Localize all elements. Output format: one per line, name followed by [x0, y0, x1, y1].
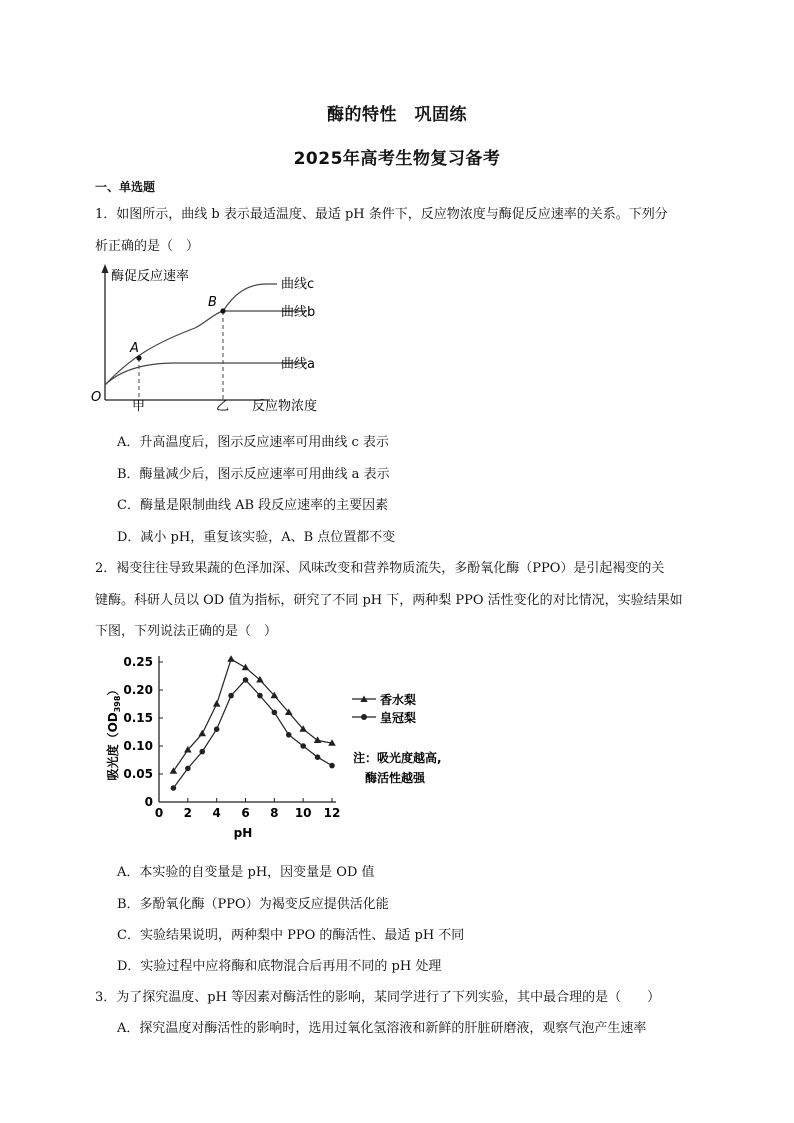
q2-x-tick-label: 4: [212, 806, 221, 820]
q1-tick-yi: 乙: [216, 399, 230, 414]
page-subtitle: 2025年高考生物复习备考: [293, 149, 501, 169]
q2-ylabel: 吸光度$(OD_{398})$: [106, 683, 122, 781]
q2-y-tick-label: 0.25: [123, 655, 153, 669]
q2-legend-label-1: 香水梨: [380, 693, 417, 707]
q1-y-arrow: [102, 264, 109, 273]
q1-curve-a: [105, 363, 307, 385]
q2-point-circle: [286, 732, 292, 738]
q1-option-d: D．减小 pH，重复该实验，A、B 点位置都不变: [117, 530, 396, 545]
q1-figure: [85, 260, 345, 420]
q2-legend-label-2: 皇冠梨: [380, 711, 417, 725]
q2-point-circle: [228, 693, 234, 699]
q2-x-tick-label: 2: [183, 806, 193, 820]
q2-option-c: C．实验结果说明，两种梨中 PPO 的酶活性、最适 pH 不同: [117, 928, 465, 943]
q2-note-line2: 酶活性越强: [365, 771, 426, 785]
q2-point-circle: [315, 754, 321, 760]
q1-xlabel: 反应物浓度: [252, 399, 318, 414]
q1-curve-c: [223, 284, 277, 311]
q1-label-b: B: [208, 295, 217, 310]
q2-point-circle: [243, 677, 249, 683]
q1-stem-line1: 1．如图所示，曲线 b 表示最适温度、最适 pH 条件下，反应物浓度与酶促反应速率的关系。下列分: [95, 207, 668, 222]
q3-option-a: A．探究温度对酶活性的影响时，选用过氧化氢溶液和新鲜的肝脏研磨液，观察气泡产生速率: [117, 1021, 647, 1036]
q2-x-tick-label: 6: [241, 806, 250, 820]
q1-point-a: [136, 355, 141, 360]
q1-tick-jia: 甲: [132, 399, 146, 414]
q2-point-triangle: [242, 664, 250, 671]
q2-point-triangle: [198, 730, 206, 737]
q2-point-circle: [214, 726, 220, 732]
q1-label-a: A: [130, 341, 139, 356]
q2-note-line1: 注：吸光度越高,: [353, 751, 442, 765]
q2-xlabel: pH: [233, 826, 253, 840]
q2-point-circle: [300, 743, 306, 749]
q1-origin-label: O: [91, 390, 102, 405]
q2-series-line-1: [173, 659, 332, 771]
q2-y-tick-label: 0.15: [123, 711, 153, 725]
q2-option-a: A．本实验的自变量是 pH，因变量是 OD 值: [117, 865, 375, 880]
q2-point-circle: [171, 785, 177, 791]
q2-point-circle: [257, 693, 263, 699]
q2-point-circle: [329, 763, 335, 769]
q2-x-tick-label: 12: [323, 806, 341, 820]
q1-ylabel: 酶促反应速率: [111, 269, 190, 284]
q2-point-circle: [272, 710, 278, 716]
q2-point-triangle: [227, 655, 235, 662]
q2-point-triangle: [213, 700, 221, 707]
q2-chart: [95, 652, 475, 847]
q1-curve-a-label: 曲线a: [281, 357, 315, 372]
q1-curve-b-label: 曲线b: [281, 305, 316, 320]
q2-x-tick-label: 0: [154, 806, 164, 820]
q2-x-tick-label: 8: [270, 806, 279, 820]
q1-curve-c-label: 曲线c: [281, 277, 315, 292]
q2-y-tick-label: 0.10: [123, 739, 153, 753]
q3-stem-line1: 3．为了探究温度、pH 等因素对酶活性的影响，某同学进行了下列实验，其中最合理的是（ ）: [95, 990, 661, 1005]
q1-point-b: [220, 308, 225, 313]
q1-option-a: A．升高温度后，图示反应速率可用曲线 c 表示: [117, 435, 389, 450]
q2-point-circle: [185, 766, 191, 772]
q1-option-b: B．酶量减少后，图示反应速率可用曲线 a 表示: [117, 467, 390, 482]
q2-y-tick-label: 0: [144, 795, 153, 809]
page-title: 酶的特性 巩固练: [327, 105, 467, 125]
q2-stem-line1: 2．褐变往往导致果蔬的色泽加深、风味改变和营养物质流失，多酚氧化酶（PPO）是引起褐变的关: [95, 561, 665, 576]
q2-point-triangle: [314, 736, 322, 743]
q2-x-tick-label: 10: [294, 806, 312, 820]
q1-stem-line2: 析正确的是（ ）: [95, 239, 200, 254]
section-heading: 一、单选题: [95, 180, 156, 194]
q2-stem-line2: 键酶。科研人员以 OD 值为指标，研究了不同 pH 下，两种梨 PPO 活性变化的对比情况，实验结果如: [95, 593, 683, 608]
q2-point-circle: [199, 749, 205, 755]
q2-legend-circle-icon: [361, 714, 367, 720]
q2-series-line-2: [173, 680, 332, 788]
q2-y-tick-label: 0.20: [123, 683, 153, 697]
q2-option-d: D．实验过程中应将酶和底物混合后再用不同的 pH 处理: [117, 959, 442, 974]
q1-option-c: C．酶量是限制曲线 AB 段反应速率的主要因素: [117, 498, 389, 513]
q2-option-b: B．多酚氧化酶（PPO）为褐变反应提供活化能: [117, 897, 389, 912]
q2-stem-line3: 下图，下列说法正确的是（ ）: [95, 624, 278, 639]
q2-y-tick-label: 0.05: [123, 767, 153, 781]
